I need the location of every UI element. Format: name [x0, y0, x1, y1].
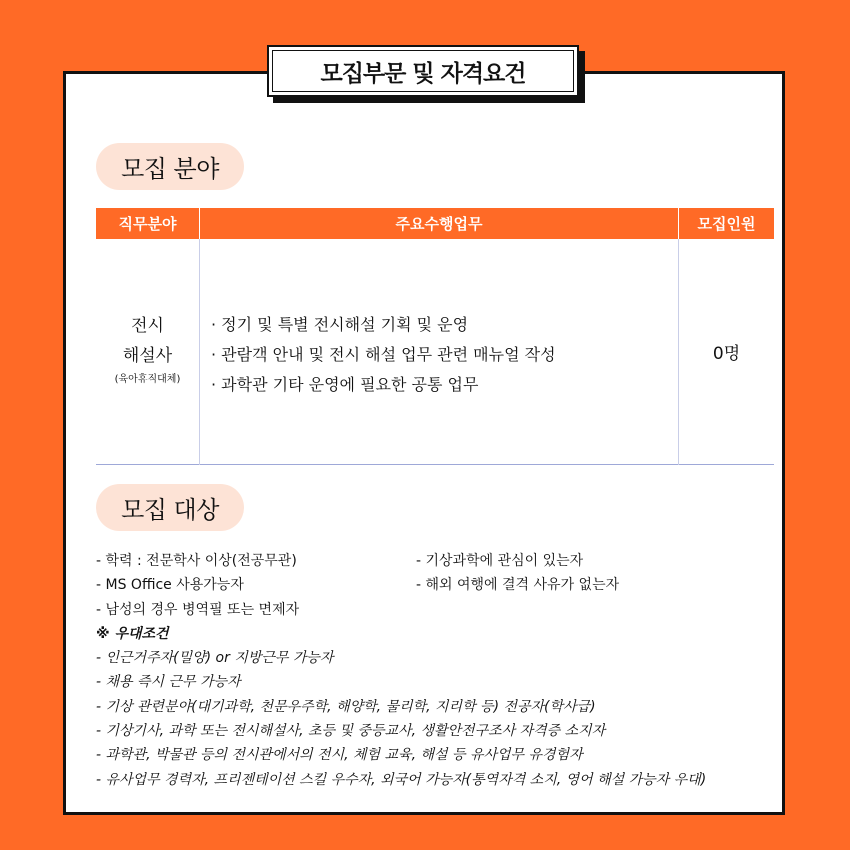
duties-cell — [211, 310, 556, 400]
section-label-recruit-target: 모집 대상 — [96, 484, 244, 531]
preference-item: - 채용 즉시 근무 가능자 — [96, 674, 241, 691]
list-item — [96, 549, 706, 573]
header-main-duties: 주요수행업무 — [395, 215, 483, 233]
job-line-2: 해설사 — [122, 346, 173, 366]
requirement-ms-office: - MS Office 사용가능자 — [96, 577, 244, 594]
title-box — [267, 45, 579, 97]
job-field-cell — [96, 311, 199, 389]
duty-item: · 관람객 안내 및 전시 해설 업무 관련 매뉴얼 작성 — [211, 345, 556, 364]
header-headcount: 모집인원 — [697, 215, 756, 233]
duty-item: · 정기 및 특별 전시해설 기획 및 운영 — [211, 315, 469, 334]
requirements-list — [96, 549, 706, 792]
requirement-travel: - 해외 여행에 결격 사유가 없는자 — [416, 577, 620, 594]
list-item — [96, 573, 706, 597]
preference-title: ※ 우대조건 — [96, 625, 169, 642]
table-row — [96, 239, 774, 465]
page-title: 모집부문 및 자격요건 — [320, 60, 526, 87]
section-label-recruit-field: 모집 분야 — [96, 143, 244, 190]
table-header — [96, 208, 774, 239]
requirement-military: - 남성의 경우 병역필 또는 면제자 — [96, 601, 300, 618]
requirement-interest: - 기상과학에 관심이 있는자 — [416, 553, 584, 569]
preference-item: - 인근거주자(밀양) or 지방근무 가능자 — [96, 650, 334, 667]
preference-item: - 기상 관련분야(대기과학, 천문우주학, 해양학, 물리학, 지리학 등) 전공자(학사급) — [96, 698, 596, 715]
headcount-cell: 0명 — [712, 344, 741, 364]
preference-item: - 유사업무 경력자, 프리젠테이션 스킬 우수자, 외국어 가능자(통역자격 소지, 영어 해설 가능자 우대) — [96, 771, 707, 788]
column-divider — [199, 239, 200, 465]
duty-item: · 과학관 기타 운영에 필요한 공통 업무 — [211, 375, 479, 394]
job-line-1: 전시 — [131, 316, 164, 336]
header-job-field: 직무분야 — [118, 215, 177, 233]
preference-item: - 기상기사, 과학 또는 전시해설사, 초등 및 중등교사, 생활안전구조사 자격증 소지자 — [96, 723, 606, 740]
preference-item: - 과학관, 박물관 등의 전시관에서의 전시, 체험 교육, 해설 등 유사업무 유경험자 — [96, 747, 583, 764]
job-note: (육아휴직대체) — [114, 374, 181, 385]
requirement-education: - 학력 : 전문학사 이상(전공무관) — [96, 553, 297, 569]
